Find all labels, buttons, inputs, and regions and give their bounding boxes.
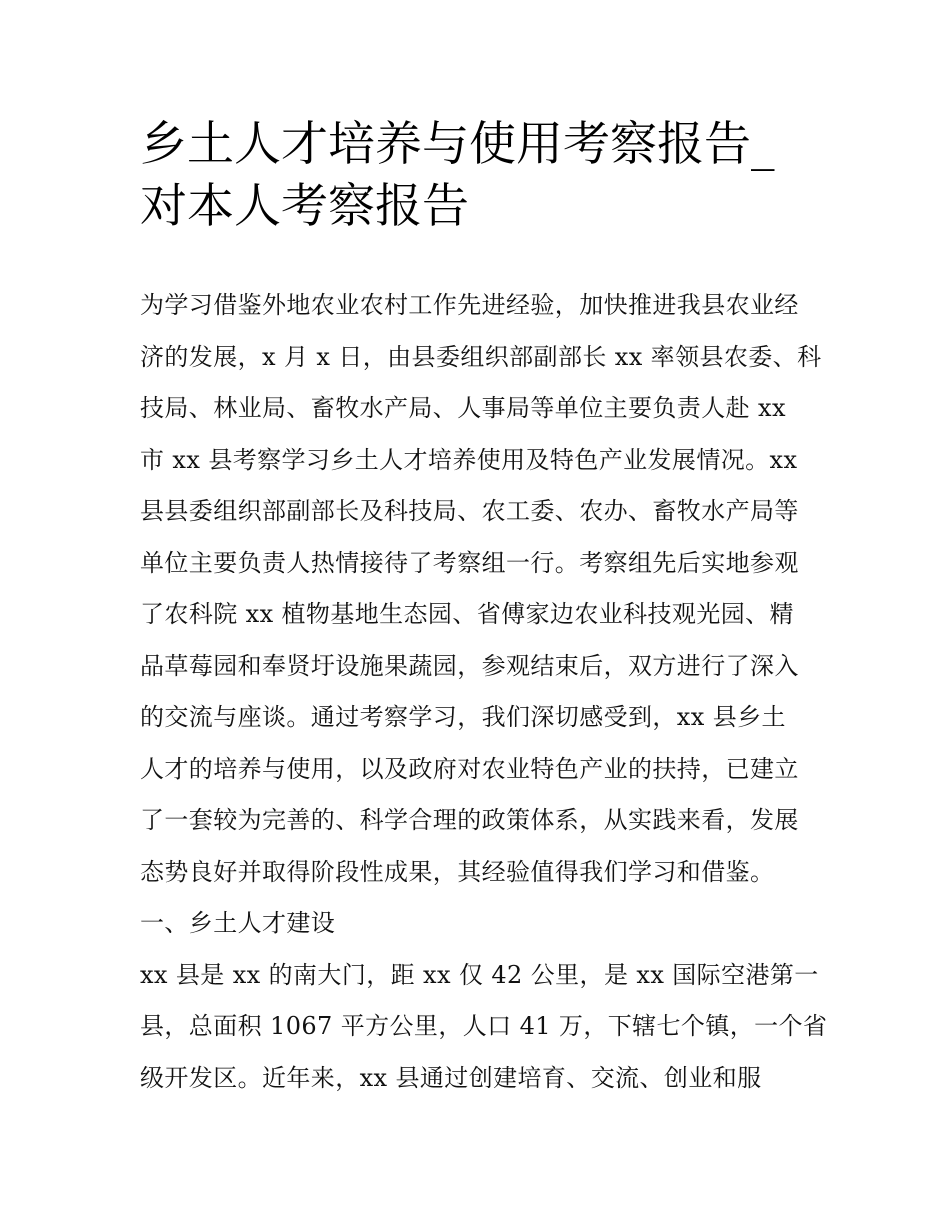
- body-line: 的交流与座谈。通过考察学习，我们深切感受到，xx 县乡土: [140, 703, 786, 731]
- document-body: [140, 280, 828, 1104]
- body-line: 品草莓园和奉贤圩设施果蔬园，参观结束后，双方进行了深入: [140, 651, 799, 680]
- body-line: 级开发区。近年来，xx 县通过创建培育、交流、创业和服: [140, 1063, 762, 1092]
- body-line: 了一套较为完善的、科学合理的政策体系，从实践来看，发展: [140, 806, 799, 834]
- body-line: 市 xx 县考察学习乡土人才培养使用及特色产业发展情况。xx: [140, 445, 798, 474]
- body-line: 单位主要负责人热情接待了考察组一行。考察组先后实地参观: [140, 548, 799, 577]
- title-line: 对本人考察报告: [140, 179, 469, 234]
- body-line: 技局、林业局、畜牧水产局、人事局等单位主要负责人赴 xx: [140, 394, 786, 422]
- body-line: 了农科院 xx 植物基地生态园、省傅家边农业科技观光园、精: [140, 600, 794, 628]
- body-line: 济的发展，x 月 x 日，由县委组织部副部长 xx 率领县农委、科: [140, 342, 822, 371]
- body-line: 县县委组织部副部长及科技局、农工委、农办、畜牧水产局等: [140, 497, 799, 525]
- body-line: 县，总面积 1067 平方公里，人口 41 万，下辖七个镇，一个省: [140, 1012, 828, 1040]
- body-line: 为学习借鉴外地农业农村工作先进经验，加快推进我县农业经: [140, 291, 799, 319]
- section-heading: 一、乡土人才建设: [140, 909, 336, 937]
- body-line: xx 县是 xx 的南大门，距 xx 仅 42 公里，是 xx 国际空港第一: [140, 960, 819, 989]
- body-line: 人才的培养与使用，以及政府对农业特色产业的扶持，已建立: [140, 754, 799, 783]
- document-title: [140, 114, 830, 238]
- title-line: 乡土人才培养与使用考察报告_: [140, 117, 775, 172]
- body-line: 态势良好并取得阶段性成果，其经验值得我们学习和借鉴。: [140, 857, 775, 886]
